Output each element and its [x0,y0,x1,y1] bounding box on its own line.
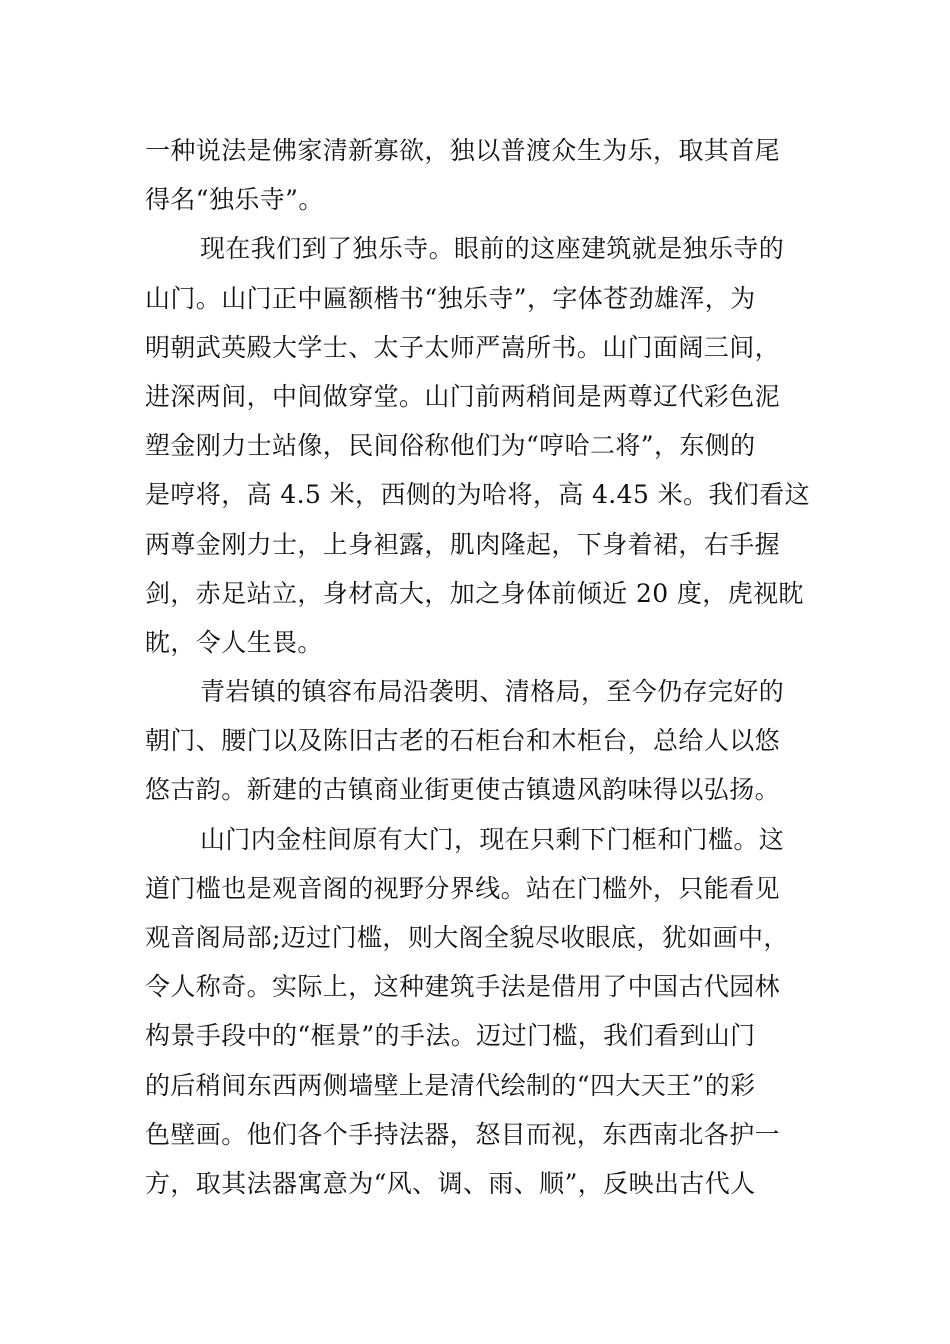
text-line: 构景手段中的“框景”的手法。迈过门槛，我们看到山门 [145,1021,756,1051]
text-line: 山门内金柱间原有大门，现在只剩下门框和门槛。这 [200,824,785,854]
text-line: 观音阁局部;迈过门槛，则大阁全貌尽收眼底，犹如画中， [145,923,789,952]
text-line: 悠古韵。新建的古镇商业街更使古镇遗风韵味得以弘扬。 [145,775,781,805]
text-line: 令人称奇。实际上，这种建筑手法是借用了中国古代园林 [145,972,781,1002]
text-line: 现在我们到了独乐寺。眼前的这座建筑就是独乐寺的 [200,234,785,264]
text-line: 的后稍间东西两侧墙壁上是清代绘制的“四大天王”的彩 [145,1070,756,1100]
text-line: 得名“独乐寺”。 [145,185,324,215]
text-line: 青岩镇的镇容布局沿袭明、清格局，至今仍存完好的 [200,677,785,707]
text-line: 道门槛也是观音阁的视野分界线。站在门槛外，只能看见 [145,873,781,903]
text-line: 明朝武英殿大学士、太子太师严嵩所书。山门面阔三间， [145,332,781,362]
text-line: 剑，赤足站立，身材高大，加之身体前倾近 20 度，虎视眈 [145,578,804,608]
document-body [145,126,811,1208]
text-line: 山门。山门正中匾额楷书“独乐寺”，字体苍劲雄浑，为 [145,283,756,313]
text-line: 色壁画。他们各个手持法器，怒目而视，东西南北各护一 [145,1119,781,1149]
paragraph-2 [145,224,811,667]
text-line: 两尊金刚力士，上身袒露，肌肉隆起，下身着裙，右手握 [145,529,781,559]
text-line: 眈，令人生畏。 [145,627,323,657]
text-line: 塑金刚力士站像，民间俗称他们为“哼哈二将”，东侧的 [145,431,756,461]
paragraph-1 [145,126,807,224]
text-line: 一种说法是佛家清新寡欲，独以普渡众生为乐，取其首尾 [145,136,781,165]
paragraph-4 [145,815,807,1209]
text-line: 进深两间，中间做穿堂。山门前两稍间是两尊辽代彩色泥 [145,381,781,411]
text-line: 是哼将，高 4.5 米，西侧的为哈将，高 4.45 米。我们看这 [145,480,811,510]
text-line: 朝门、腰门以及陈旧古老的石柜台和木柜台，总给人以悠 [145,726,781,756]
text-line: 方，取其法器寓意为“风、调、雨、顺”，反映出古代人 [145,1168,756,1198]
paragraph-3 [145,667,807,815]
